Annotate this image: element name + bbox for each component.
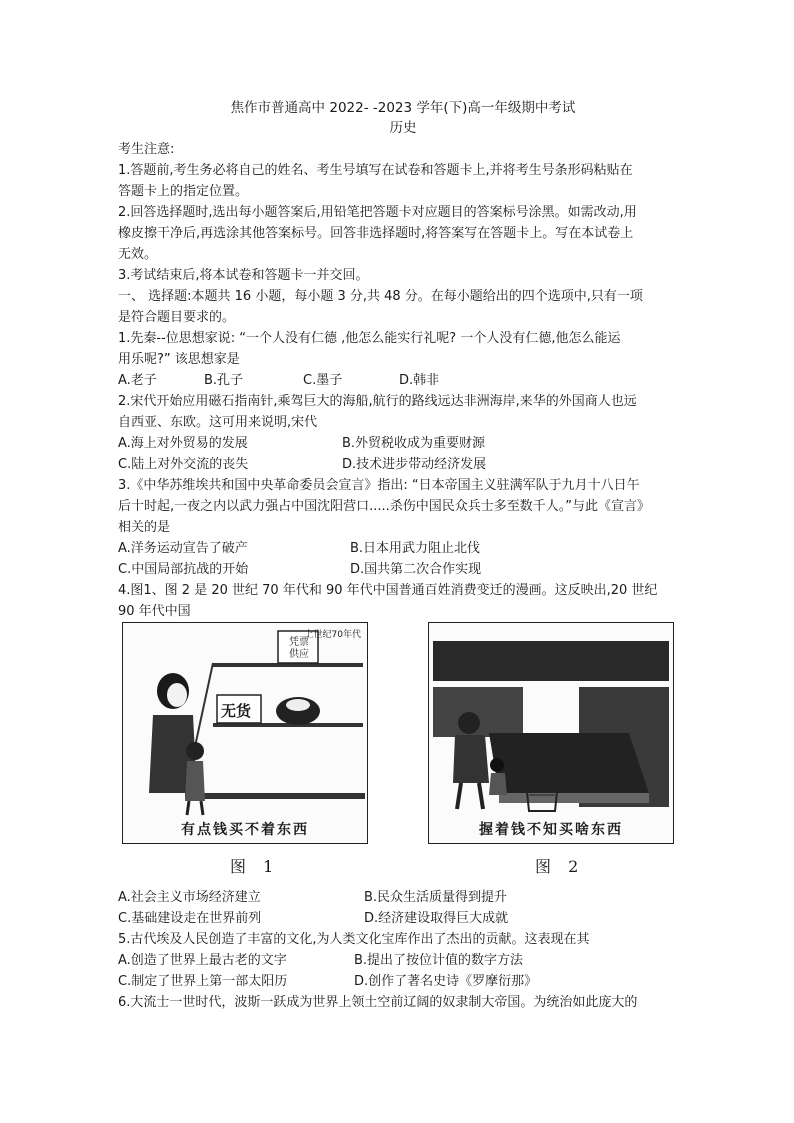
figure-2-caption: 握着钱不知买啥东西 (479, 822, 623, 838)
girl-body (489, 773, 507, 795)
figure-1-label: 图 1 (230, 857, 280, 876)
section-heading: 一、 选择题:本题共 16 小题，每小题 3 分,共 48 分。在每小题给出的四个选项中,只有一项 (118, 289, 643, 304)
stocked-shelf-top (433, 641, 669, 681)
q2-option-d: D.技术进步带动经济发展 (342, 457, 487, 472)
man-head (458, 712, 480, 734)
man-leg-left (457, 783, 461, 809)
ration-sign-bottom: 供应 (289, 649, 309, 660)
q3-stem-c: 相关的是 (118, 520, 171, 535)
notice-item-2a: 2.回答选择题时,选出每小题答案后,用铅笔把答题卡对应题目的答案标号涂黑。如需改动,用 (118, 205, 637, 220)
child-head (186, 742, 204, 760)
q5-option-b: B.提出了按位计值的数字方法 (354, 953, 524, 968)
stocked-shelf-left (433, 687, 523, 737)
figure-2-era: 上世纪90年代 (610, 630, 667, 640)
q5-option-a: A.创造了世界上最古老的文字 (118, 953, 287, 968)
counter-top (185, 793, 365, 799)
section-heading-cont: 是符合题目要求的。 (118, 310, 236, 325)
q2-option-c: C.陆上对外交流的丧失 (118, 457, 249, 472)
q3-option-c: C.中国局部抗战的开始 (118, 562, 249, 577)
q1-option-b: B.孔子 (204, 373, 244, 388)
q5-stem: 5.古代埃及人民创造了丰富的文化,为人类文化宝库作出了杰出的贡献。这表现在其 (118, 932, 590, 947)
clerk-face (286, 699, 310, 711)
q1-option-c: C.墨子 (303, 373, 343, 388)
q5-option-c: C.制定了世界上第一部太阳历 (118, 974, 288, 989)
q4-option-a: A.社会主义市场经济建立 (118, 890, 261, 905)
q1-stem-a: 1.先秦--位思想家说: “一个人没有仁德 ,他怎么能实行礼呢? 一个人没有仁德,他怎么能运 (118, 331, 621, 346)
notice-item-2c: 无效。 (118, 247, 158, 262)
q1-option-d: D.韩非 (399, 373, 440, 388)
figure-1-cartoon (122, 622, 368, 844)
q2-stem-a: 2.宋代开始应用磁石指南针,乘驾巨大的海船,航行的路线远达非洲海岸,来华的外国商人也远 (118, 394, 637, 409)
notice-item-1a: 1.答题前,考生务必将自己的姓名、考生号填写在试卷和答题卡上,并将考生号条形码粘贴在 (118, 163, 633, 178)
man-body (453, 735, 489, 783)
figure-1-caption: 有点钱买不着东西 (181, 822, 309, 838)
woman-face (167, 683, 187, 707)
counter-base (499, 793, 649, 803)
exam-title: 焦作市普通高中 2022- -2023 学年(下)高一年级期中考试 (230, 100, 576, 116)
q2-option-a: A.海上对外贸易的发展 (118, 436, 248, 451)
man-leg-right (479, 783, 483, 809)
q3-stem-a: 3.《中华苏维埃共和国中央革命委员会宣言》指出: “日本帝国主义驻满军队于九月十八日午 (118, 478, 640, 493)
figure-1-drawing (123, 623, 368, 844)
q1-option-a: A.老子 (118, 373, 157, 388)
q3-option-b: B.日本用武力阻止北伐 (350, 541, 481, 556)
q5-option-d: D.创作了著名史诗《罗摩衍那》 (354, 974, 538, 989)
q2-stem-b: 自西亚、东欧。这可用来说明,宋代 (118, 415, 318, 430)
girl-head (490, 758, 504, 772)
ration-sign (282, 637, 316, 661)
q6-stem: 6.大流士一世时代，波斯一跃成为世界上领土空前辽阔的奴隶制大帝国。为统治如此庞大的 (118, 995, 638, 1010)
figure-1-era: 上世纪70年代 (304, 630, 361, 640)
q3-option-d: D.国共第二次合作实现 (350, 562, 482, 577)
figure-2-label: 图 2 (535, 857, 585, 876)
q4-option-d: D.经济建设取得巨大成就 (364, 911, 509, 926)
q1-stem-b: 用乐呢?” 该思想家是 (118, 352, 240, 367)
child-body (185, 761, 205, 801)
notice-heading: 考生注意: (118, 142, 175, 157)
notice-item-3: 3.考试结束后,将本试卷和答题卡一并交回。 (118, 268, 369, 283)
figure-2-drawing (429, 623, 674, 844)
q3-option-a: A.洋务运动宣告了破产 (118, 541, 248, 556)
ration-sign-top: 凭票 (289, 637, 309, 648)
child-leg-right (201, 801, 203, 815)
goods-counter (489, 733, 649, 793)
out-of-stock-sign: 无货 (221, 702, 252, 720)
notice-item-2b: 橡皮擦干净后,再选涂其他答案标号。回答非选择题时,将答案写在答题卡上。写在本试卷上 (118, 226, 634, 241)
notice-item-1b: 答题卡上的指定位置。 (118, 184, 249, 199)
q4-option-b: B.民众生活质量得到提升 (364, 890, 508, 905)
figure-2-cartoon (428, 622, 674, 844)
q2-option-b: B.外贸税收成为重要财源 (342, 436, 486, 451)
q4-stem-a: 4.图1、图 2 是 20 世纪 70 年代和 90 年代中国普通百姓消费变迁的漫画。这反映出,20 世纪 (118, 583, 658, 598)
q3-stem-b: 后十时起,一夜之内以武力强占中国沈阳营口.....杀伤中国民众兵士多至数千人。”与此《宣言》 (118, 499, 651, 514)
q4-stem-b: 90 年代中国 (118, 604, 191, 619)
q4-option-c: C.基础建设走在世界前列 (118, 911, 262, 926)
exam-subject: 历史 (389, 120, 417, 136)
child-leg-left (187, 801, 189, 815)
